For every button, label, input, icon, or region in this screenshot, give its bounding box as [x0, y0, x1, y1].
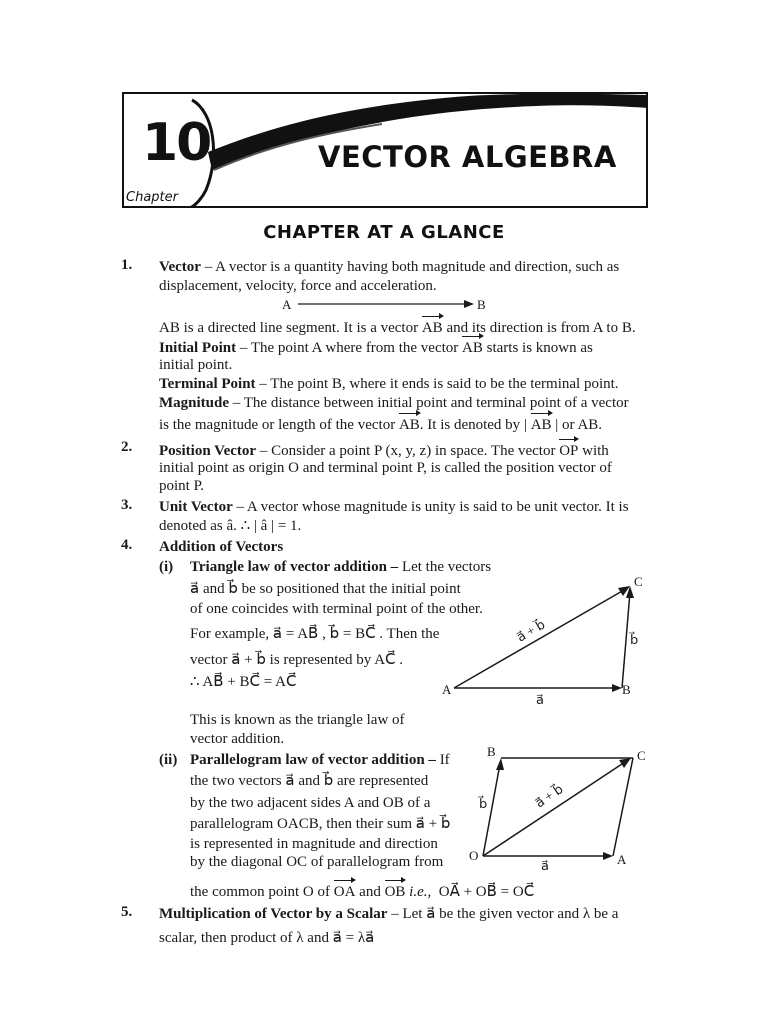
sub-number: (ii) [159, 752, 178, 768]
triangle-law-text: For example, a⃗ = AB⃗ , b⃗ = BC⃗ . Then the [190, 626, 440, 642]
item-number: 3. [121, 497, 133, 513]
triangle-law-text: of one coincides with terminal point of the other. [190, 601, 483, 617]
term-addition-of-vectors: Addition of Vectors [159, 539, 284, 555]
unit-vector-cont: denoted as â. ∴ | â | = 1. [159, 518, 302, 534]
parallelogram-law-text: by the diagonal OC of parallelogram from [190, 854, 444, 870]
vector-b-label: b⃗ [479, 796, 488, 811]
vector-definition: Vector – A vector is a quantity having both magnitude and direction, such as [159, 259, 620, 275]
point-o-label: O [469, 848, 479, 863]
position-vector-cont2: point P. [159, 478, 205, 494]
triangle-law-text: vector addition. [190, 731, 285, 747]
term-unit-vector: Unit Vector [159, 499, 233, 515]
initial-point-definition: Initial Point – The point A where from the vector AB starts is known as [159, 336, 593, 358]
vector-a-label: a⃗ [541, 858, 549, 873]
terminal-point-definition: Terminal Point – The point B, where it ends is said to be the terminal point. [159, 376, 619, 392]
vector-ob: OB [385, 880, 406, 902]
parallelogram-law-text: the two vectors a⃗ and b⃗ are represented [190, 773, 429, 789]
scalar-multiplication-cont: scalar, then product of λ and a⃗ = λa⃗ [159, 930, 375, 946]
item-number: 4. [121, 537, 133, 553]
term-initial-point: Initial Point [159, 340, 237, 356]
sub-number: (i) [159, 559, 174, 575]
initial-point-cont: initial point. [159, 357, 233, 373]
triangle-law-diagram [440, 570, 660, 710]
point-a-label: A [617, 852, 627, 867]
item-number: 2. [121, 439, 133, 455]
chapter-title: VECTOR ALGEBRA [318, 140, 617, 174]
vector-ab: AB [422, 316, 443, 338]
point-b-label: B [622, 682, 631, 697]
ab-line-diagram [270, 294, 500, 316]
term-terminal-point: Terminal Point [159, 376, 256, 392]
chapter-label: Chapter [126, 190, 178, 205]
parallelogram-law-diagram [465, 742, 655, 874]
vector-a-label: a⃗ [536, 692, 544, 707]
scalar-multiplication-definition: Multiplication of Vector by a Scalar – Let a⃗ be the given vector and λ be a [159, 906, 619, 922]
term-parallelogram-law: Parallelogram law of vector addition – [190, 752, 436, 768]
term-magnitude: Magnitude [159, 395, 230, 411]
triangle-law-text: a⃗ and b⃗ be so positioned that the initial point [190, 581, 461, 597]
parallelogram-law-conclusion: the common point O of OA and OB i.e., OA⃗ + OB⃗ = OC⃗ [190, 880, 534, 902]
magnitude-cont: is the magnitude or length of the vector AB. It is denoted by | AB | or AB. [159, 413, 602, 435]
triangle-law-heading: Triangle law of vector addition – Let the vectors [190, 559, 492, 575]
parallelogram-law-text: is represented in magnitude and direction [190, 836, 438, 852]
parallelogram-equation: OA⃗ + OB⃗ = OC⃗ [438, 884, 535, 900]
term-vector: Vector [159, 259, 201, 275]
section-title: CHAPTER AT A GLANCE [263, 222, 505, 243]
triangle-law-text: This is known as the triangle law of [190, 712, 405, 728]
vector-ab: AB [399, 413, 420, 435]
triangle-law-text: vector a⃗ + b⃗ is represented by AC⃗ . [190, 652, 404, 668]
parallelogram-law-heading: Parallelogram law of vector addition – If [190, 752, 450, 768]
vector-oa: OA [334, 880, 356, 902]
vector-op: OP [559, 439, 578, 461]
position-vector-definition: Position Vector – Consider a point P (x, y, z) in space. The vector OP with [159, 439, 609, 461]
vector-definition-cont: displacement, velocity, force and acceleration. [159, 278, 437, 294]
vector-b-label: b⃗ [630, 632, 639, 647]
point-a-label: A [282, 297, 292, 312]
position-vector-cont: initial point as origin O and terminal point P, is called the position vector of [159, 460, 612, 476]
item-number: 5. [121, 904, 133, 920]
point-a-label: A [442, 682, 452, 697]
point-c-label: C [634, 574, 643, 589]
vector-sum-label: a⃗ + b⃗ [532, 781, 566, 811]
parallelogram-law-text: by the two adjacent sides A and OB of a [190, 795, 431, 811]
item-number: 1. [121, 257, 133, 273]
point-b-label: B [477, 297, 486, 312]
point-c-label: C [637, 748, 646, 763]
vector-ab: AB [531, 413, 552, 435]
triangle-law-equation: ∴ AB⃗ + BC⃗ = AC⃗ [190, 674, 297, 690]
term-triangle-law: Triangle law of vector addition – [190, 559, 399, 575]
magnitude-definition: Magnitude – The distance between initial point and terminal point of a vector [159, 395, 629, 411]
ab-directed-segment: AB is a directed line segment. It is a vector AB and its direction is from A to B. [159, 316, 636, 338]
term-position-vector: Position Vector [159, 443, 257, 459]
point-b-label: B [487, 744, 496, 759]
vector-ab: AB [462, 336, 483, 358]
chapter-number: 10 [142, 113, 211, 173]
unit-vector-definition: Unit Vector – A vector whose magnitude is unity is said to be unit vector. It is [159, 499, 629, 515]
parallelogram-law-text: parallelogram OACB, then their sum a⃗ + b⃗ [190, 816, 451, 832]
vector-sum-label: a⃗ + b⃗ [514, 616, 548, 645]
term-scalar-multiplication: Multiplication of Vector by a Scalar [159, 906, 388, 922]
